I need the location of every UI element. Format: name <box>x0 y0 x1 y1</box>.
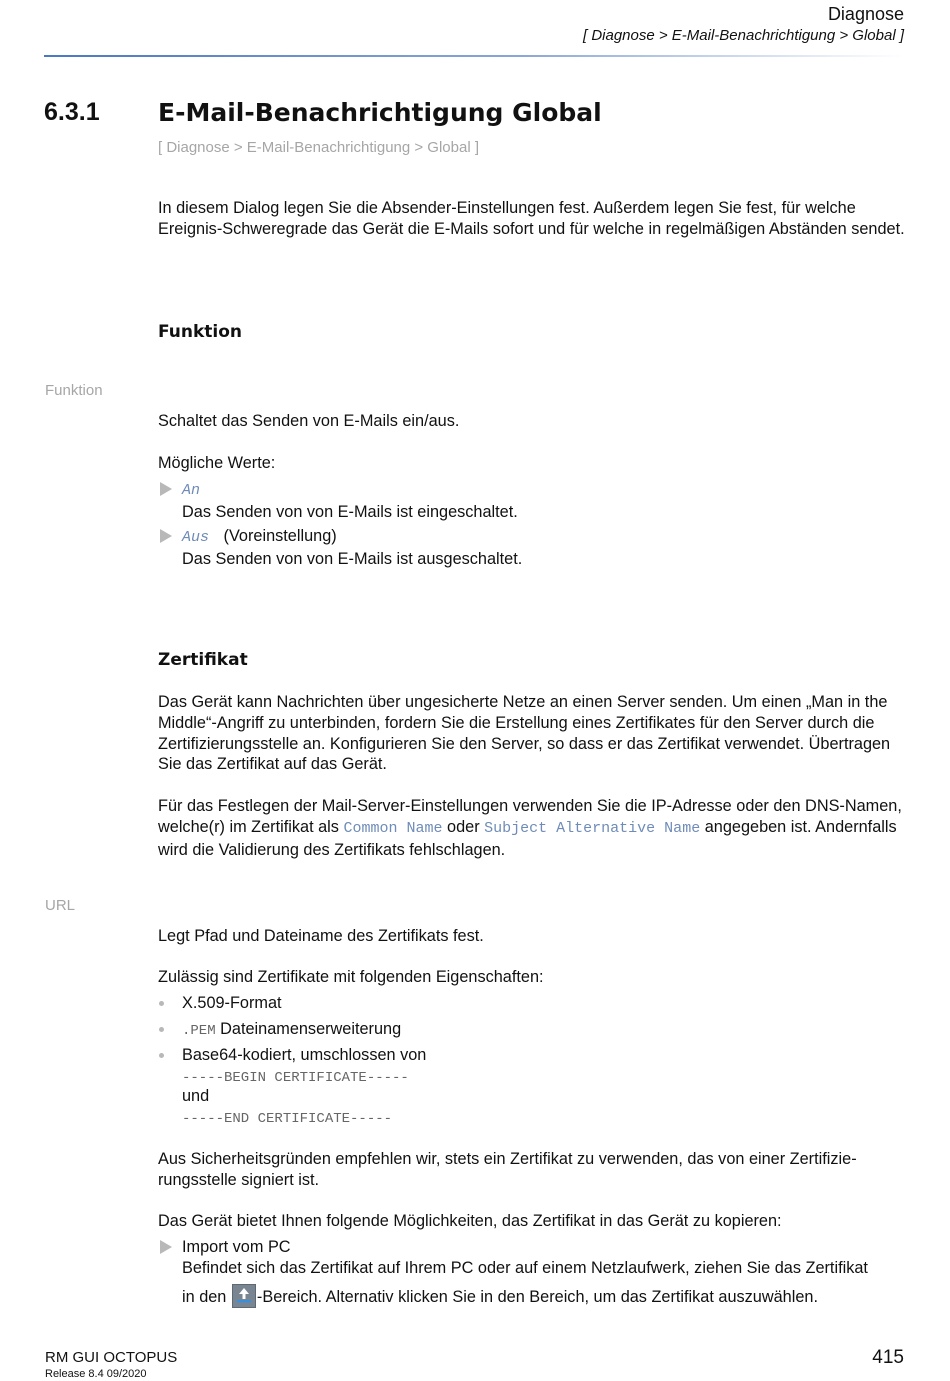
option-an <box>182 479 882 523</box>
zertifikat-para2 <box>158 796 910 860</box>
option-aus-value: Aus <box>182 529 210 546</box>
security-note: Aus Sicherheitsgründen empfehlen wir, stets ein Zertifikat zu verwenden, das von einer Zertifizie-rungsstelle signiert ist. <box>158 1150 857 1189</box>
option-an-desc: Das Senden von von E-Mails ist eingeschaltet. <box>182 502 518 521</box>
url-allowed-label: Zulässig sind Zertifikate mit folgenden Eigenschaften: <box>158 968 544 986</box>
header-divider <box>44 55 905 57</box>
funktion-margin-label: Funktion <box>45 382 103 399</box>
import-pc-desc2b: -Bereich. Alternativ klicken Sie in den Bereich, um das Zertifikat auszuwählen. <box>256 1288 818 1306</box>
funktion-heading: Funktion <box>158 322 243 342</box>
arrow-bullet-icon <box>160 1240 172 1254</box>
und-text: und <box>182 1087 210 1105</box>
header-breadcrumb: [ Diagnose > E-Mail-Benachrichtigung > Global ] <box>582 27 904 44</box>
subject-alt-name-code: Subject Alternative Name <box>484 819 701 837</box>
end-certificate-marker: -----END CERTIFICATE----- <box>182 1111 393 1127</box>
funktion-description: Schaltet das Senden von E-Mails ein/aus. <box>158 412 460 430</box>
zertifikat-heading: Zertifikat <box>158 650 248 670</box>
option-aus-note: (Voreinstellung) <box>223 527 337 545</box>
url-description: Legt Pfad und Dateiname des Zertifikats fest. <box>158 927 484 945</box>
import-pc-title: Import vom PC <box>182 1238 291 1256</box>
section-intro: In diesem Dialog legen Sie die Absender-Einstellungen fest. Außerdem legen Sie fest, für welche Ereignis-Schweregrade das Gerät die E-Mails sofort und für welche in regelmäßigen Abständen sendet. <box>158 199 905 238</box>
footer-product: RM GUI OCTOPUS <box>45 1349 178 1366</box>
arrow-bullet-icon <box>160 529 172 543</box>
zertifikat-para2-part3: angegeben ist. Andernfalls wird die Validierung des Zertifikats fehlschlagen. <box>158 817 897 859</box>
upload-icon <box>232 1284 256 1308</box>
section-number: 6.3.1 <box>44 98 100 126</box>
header-title: Diagnose <box>827 4 904 24</box>
pem-code: .PEM <box>182 1023 216 1039</box>
url-margin-label: URL <box>45 897 76 914</box>
import-pc-desc2 <box>182 1284 907 1308</box>
zertifikat-para2-part1: Für das Festlegen der Mail-Server-Einstellungen verwenden Sie die IP-Adresse oder den DNS-Namen, welche(r) im Zertifikat als <box>158 797 902 836</box>
option-an-value: An <box>182 482 201 499</box>
begin-certificate-marker: -----BEGIN CERTIFICATE----- <box>182 1070 409 1086</box>
funktion-values-label: Mögliche Werte: <box>158 454 276 472</box>
zertifikat-para2-part2: oder <box>447 817 480 836</box>
bullet-x509: X.509-Format <box>182 994 282 1012</box>
zertifikat-para1: Das Gerät kann Nachrichten über ungesicherte Netze an einen Server senden. Um einen „Man in the Middle“-Angriff zu unterbinden, fordern Sie die Erstellung eines Zertifikates für den Server durch die Zertifizierungsstelle an. Konfigurieren Sie den Server, so dass er das Zertifikat verwendet. Übertragen Sie das Zertifikat auf das Gerät. <box>158 693 891 774</box>
arrow-bullet-icon <box>160 482 172 496</box>
bullet-dot-icon <box>159 1027 164 1032</box>
bullet-dot-icon <box>159 1001 164 1006</box>
section-breadcrumb: [ Diagnose > E-Mail-Benachrichtigung > Global ] <box>158 139 480 156</box>
footer-release: Release 8.4 09/2020 <box>45 1368 147 1380</box>
bullet-base64: Base64-kodiert, umschlossen von <box>182 1046 427 1064</box>
common-name-code: Common Name <box>343 819 443 837</box>
section-title: E-Mail-Benachrichtigung Global <box>158 98 602 127</box>
bullet-dot-icon <box>159 1053 164 1058</box>
import-pc-desc2a: in den <box>182 1288 227 1306</box>
import-pc-desc1: Befindet sich das Zertifikat auf Ihrem PC oder auf einem Netzlaufwerk, ziehen Sie das Zertifikat <box>182 1259 868 1277</box>
option-aus-desc: Das Senden von von E-Mails ist ausgeschaltet. <box>182 549 523 568</box>
pem-text: Dateinamenserweiterung <box>220 1020 402 1038</box>
option-aus <box>182 526 882 570</box>
copy-options-label: Das Gerät bietet Ihnen folgende Möglichkeiten, das Zertifikat in das Gerät zu kopieren: <box>158 1212 782 1230</box>
page-number: 415 <box>872 1347 904 1368</box>
bullet-pem <box>182 1019 882 1042</box>
